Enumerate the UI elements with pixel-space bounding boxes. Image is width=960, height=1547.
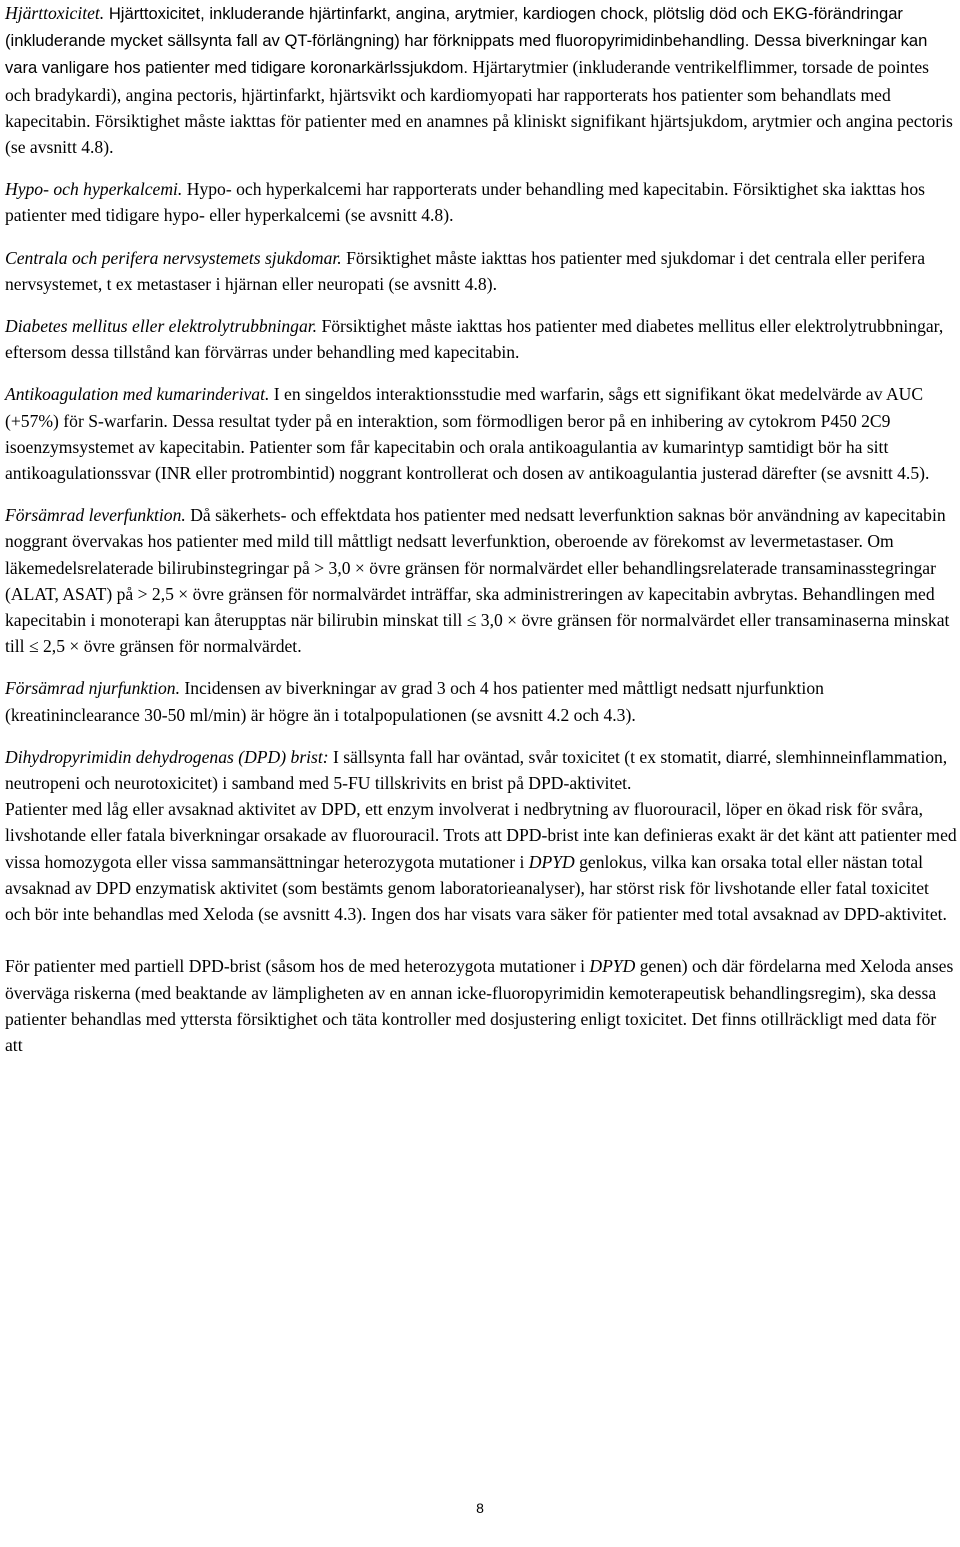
paragraph-kidney-function bbox=[5, 675, 957, 727]
paragraph-diabetes bbox=[5, 313, 957, 365]
paragraph-dpd-risk bbox=[5, 796, 957, 927]
paragraph-cardiotoxicity bbox=[5, 0, 957, 160]
gene-name: DPYD bbox=[589, 956, 636, 977]
text-cardiotoxicity-a: Hjärttoxicitet, inkluderande hjärtinfarkt, angina, arytmier, kardiogen chock, plötslig död och EKG-förändringar (inkluderande mycket sällsynta fall av QT-förlängning) har förknippats med fluoropyrimidinbehandling. Dessa biverkningar kan vara vanligare hos patienter med tidigare koronarkärlssjukdom. bbox=[5, 4, 928, 78]
text-diabetes: Försiktighet måste iakttas hos patienter med diabetes mellitus eller elektrolytrubbningar, eftersom dessa tillstånd kan förvärras under behandling med kapecitabin. bbox=[5, 316, 944, 363]
heading-kidney-function: Försämrad njurfunktion. bbox=[5, 678, 180, 699]
text-dpd-deficiency: I sällsynta fall har oväntad, svår toxicitet (t ex stomatit, diarré, slemhinneinflammation, neutropeni och neurotoxicitet) i samband med 5-FU tillskrivits en brist på DPD-aktivitet. bbox=[5, 746, 948, 794]
text-kidney-function: Incidensen av biverkningar av grad 3 och 4 hos patienter med måttligt nedsatt njurfunktion (kreatininclearance 30-50 ml/min) är högre än i totalpopulationen (se avsnitt 4.2 och 4.3). bbox=[5, 678, 824, 725]
text-anticoagulation: I en singeldos interaktionsstudie med warfarin, sågs ett signifikant ökat medelvärde av AUC (+57%) för S-warfarin. Dessa resultat tyder på en interaktion, som förmodligen beror på en inhibering av cytokrom P450 2C9 isoenzymsystemet av kapecitabin. Patienter som får kapecitabin och orala antikoagulantia av kumarintyp samtidigt bör ha sitt antikoagulationssvar (INR eller protrombintid) noggrant kontrollerat och dosen av antikoagulantia justerad därefter (se avsnitt 4.5). bbox=[5, 384, 930, 484]
text-nervous-system: Försiktighet måste iakttas hos patienter med sjukdomar i det centrala eller perifera nervsystemet, t ex metastaser i hjärnan eller neuropati (se avsnitt 4.8). bbox=[5, 247, 926, 294]
heading-nervous-system: Centrala och perifera nervsystemets sjukdomar. bbox=[5, 247, 342, 268]
text-dpd-risk-a: Patienter med låg eller avsaknad aktivitet av DPD, ett enzym involverat i nedbrytning av fluorouracil, löper en ökad risk för svåra, livshotande eller fatala biverkningar orsakade av fluorouracil. Trots att DPD-brist inte kan definieras exakt är det känt att patienter med vissa homozygota eller vissa sammansättningar heterozygota mutationer i bbox=[5, 799, 957, 872]
heading-diabetes: Diabetes mellitus eller elektrolytrubbningar. bbox=[5, 316, 318, 337]
paragraph-calcemia bbox=[5, 176, 957, 228]
paragraph-liver-function bbox=[5, 502, 957, 659]
heading-cardiotoxicity: Hjärttoxicitet. bbox=[5, 3, 105, 23]
heading-dpd-deficiency: Dihydropyrimidin dehydrogenas (DPD) brist: bbox=[5, 746, 329, 767]
text-liver-function: Då säkerhets- och effektdata hos patienter med nedsatt leverfunktion saknas bör användning av kapecitabin noggrant övervakas hos patienter med mild till måttligt nedsatt leverfunktion, oberoende av förekomst av levermetastaser. Om läkemedelsrelaterade bilirubinstegringar på > 3,0 × övre gränsen för normalvärdet eller behandlingsrelaterade transaminasstegringar (ALAT, ASAT) på > 2,5 × övre gränsen för normalvärdet inträffar, ska administreringen av kapecitabin avbrytas. Behandlingen med kapecitabin i monoterapi kan återupptas när bilirubin minskat till ≤ 3,0 × övre gränsen för normalvärdet eller transaminaserna minskat till ≤ 2,5 × övre gränsen för normalvärdet. bbox=[5, 505, 950, 657]
text-dpd-risk-b: genlokus, vilka kan orsaka total eller nästan total avsaknad av DPD enzymatisk aktivitet (som bestämts genom laboratorieanalyser), har störst risk för livshotande eller fatal toxicitet och bör inte behandlas med Xeloda (se avsnitt 4.3). Ingen dos har visats vara säker för patienter med total avsaknad av DPD-aktivitet. bbox=[5, 851, 947, 925]
document-page bbox=[5, 0, 957, 1058]
text-partial-dpd-b: genen) och där fördelarna med Xeloda anses överväga riskerna (med beaktande av lämpligheten av en annan icke-fluoropyrimidin kemoterapeutisk behandlingsregim), ska dessa patienter behandlas med yttersta försiktighet och täta kontroller med dosjustering enligt toxicitet. Det finns otillräckligt med data för att bbox=[5, 956, 954, 1055]
text-partial-dpd-a: För patienter med partiell DPD-brist (såsom hos de med heterozygota mutationer i bbox=[5, 956, 590, 977]
gene-name: DPYD bbox=[528, 851, 575, 872]
heading-anticoagulation: Antikoagulation med kumarinderivat. bbox=[5, 384, 270, 405]
text-cardiotoxicity-b: Hjärtarytmier (inkluderande ventrikelflimmer, torsade de pointes och bradykardi), angina pectoris, hjärtinfarkt, hjärtsvikt och kardiomyopati har rapporterats hos patienter som behandlats med kapecitabin. Försiktighet måste iakttas för patienter med en anamnes på kliniskt signifikant hjärtsjukdom, arytmier och angina pectoris (se avsnitt 4.8). bbox=[5, 57, 953, 158]
paragraph-nervous-system bbox=[5, 245, 957, 297]
paragraph-anticoagulation bbox=[5, 381, 957, 486]
paragraph-dpd-deficiency bbox=[5, 744, 957, 796]
paragraph-partial-dpd bbox=[5, 953, 957, 1058]
text-calcemia: Hypo- och hyperkalcemi har rapporterats under behandling med kapecitabin. Försiktighet ska iakttas hos patienter med tidigare hypo- eller hyperkalcemi (se avsnitt 4.8). bbox=[5, 179, 925, 226]
heading-calcemia: Hypo- och hyperkalcemi. bbox=[5, 179, 183, 200]
page-number: 8 bbox=[476, 1500, 484, 1516]
heading-liver-function: Försämrad leverfunktion. bbox=[5, 505, 186, 526]
